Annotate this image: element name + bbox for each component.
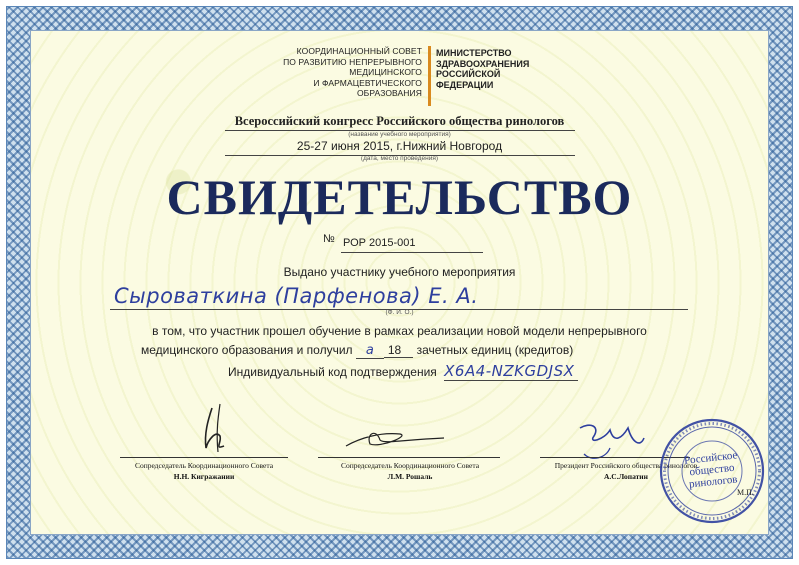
body-line-2-suffix: зачетных единиц (кредитов) — [416, 343, 574, 357]
signature-2-scribble — [340, 418, 450, 458]
header-divider-bar — [428, 46, 431, 106]
signature-1-name: Н.Н. Кигражании — [173, 472, 235, 481]
certificate-number: РОР 2015-001 — [343, 237, 416, 249]
signature-3-role: Президент Российского общества ринологов — [554, 461, 698, 470]
certificate-title: СВИДЕТЕЛЬСТВО — [166, 169, 633, 225]
signature-3-name: А.С.Лопатин — [604, 472, 648, 481]
issued-to-text: Выдано участнику учебного мероприятия — [283, 265, 516, 279]
council-name: КООРДИНАЦИОННЫЙ СОВЕТ ПО РАЗВИТИЮ НЕПРЕРЫВНОГО МЕДИЦИНСКОГО И ФАРМАЦЕВТИЧЕСКОГО ОБРАЗОВАНИЯ — [283, 46, 422, 98]
signature-1-scribble — [190, 400, 240, 460]
body-line-1: в том, что участник прошел обучение в рамках реализации новой модели непрерывного — [152, 324, 647, 338]
fio-hint: (Ф. И. О.) — [385, 309, 414, 316]
stamp-text: Российское общество ринологов — [683, 449, 739, 491]
header-logo-block — [272, 44, 532, 106]
participant-name: Сыроваткина (Парфенова) Е. А. — [114, 284, 479, 308]
event-date-place: 25-27 июня 2015, г.Нижний Новгород — [296, 139, 503, 153]
event-title-hint: (название учебного мероприятия) — [348, 131, 451, 138]
signature-1-line — [120, 457, 288, 458]
body-line-2-prefix: медицинского образования и получил — [141, 343, 353, 357]
ministry-name: МИНИСТЕРСТВО ЗДРАВООХРАНЕНИЯ РОССИЙСКОЙ ФЕДЕРАЦИИ — [436, 48, 530, 90]
signature-2-name: Л.М. Рошаль — [387, 472, 433, 481]
confirmation-code-value: X6A4-NZKGDJSX — [444, 362, 578, 381]
signature-2-line — [318, 457, 500, 458]
credits-value: 18 — [384, 343, 413, 358]
credits-handwritten-mark: а — [356, 343, 384, 359]
event-date-hint: (дата, место проведения) — [360, 155, 439, 162]
confirmation-code-line — [228, 362, 578, 381]
signature-2-role: Сопредседатель Координационного Совета — [340, 461, 480, 470]
stamp-mp-label: М.П. — [737, 488, 754, 497]
confirmation-code-label: Индивидуальный код подтверждения — [228, 365, 437, 379]
signature-1-role: Сопредседатель Координационного Совета — [134, 461, 274, 470]
event-title: Всероссийский конгресс Российского общества ринологов — [234, 114, 565, 128]
number-underline — [341, 252, 483, 253]
number-sign: № — [323, 233, 335, 245]
body-line-2 — [141, 343, 573, 359]
